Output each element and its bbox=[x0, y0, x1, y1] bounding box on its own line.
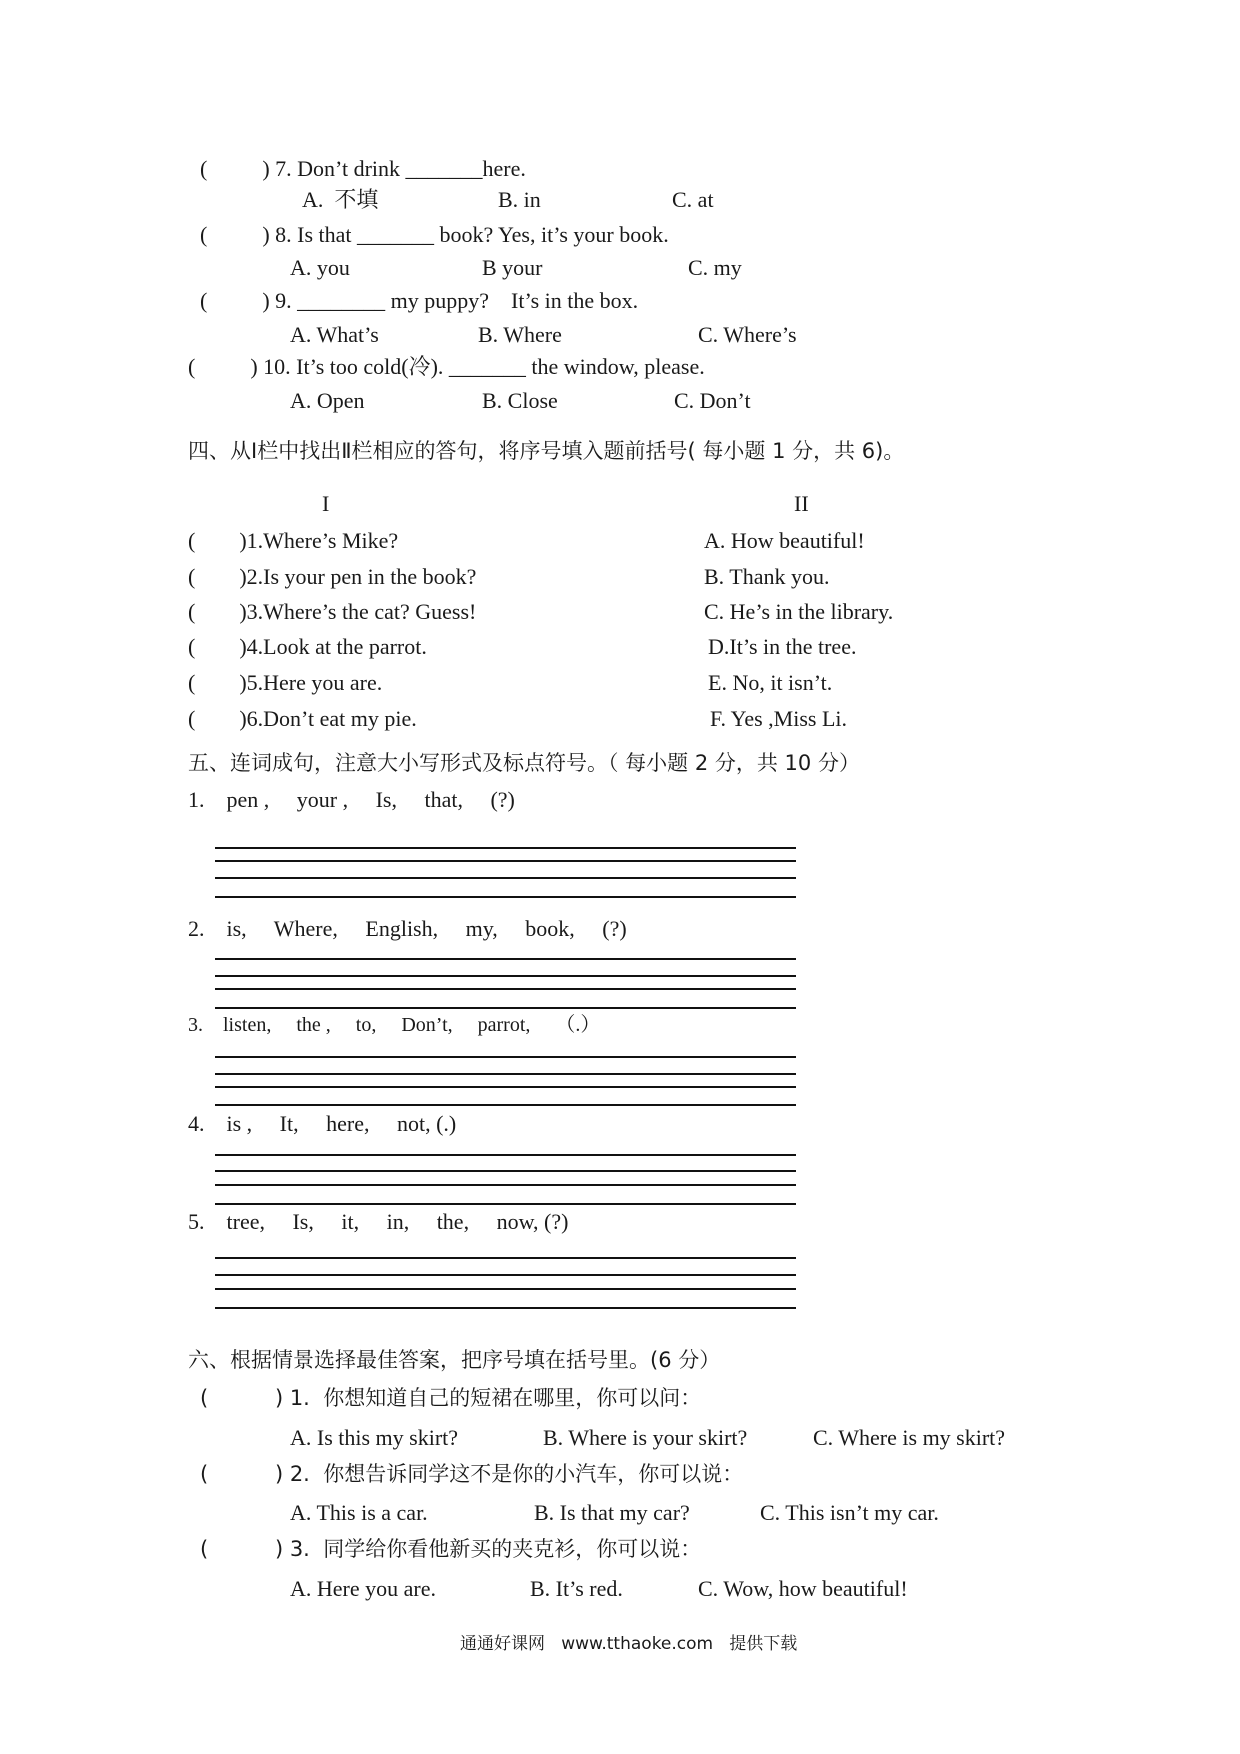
option-9a: A. What’s bbox=[290, 322, 379, 347]
column-2-header: II bbox=[794, 491, 809, 516]
column-1-header: I bbox=[322, 491, 330, 516]
option-8b: B your bbox=[482, 255, 543, 280]
scenario-2: ( ) 2. 你想告诉同学这不是你的小汽车，你可以说： bbox=[200, 1462, 744, 1486]
writing-line bbox=[215, 1274, 796, 1276]
writing-line bbox=[215, 975, 796, 977]
option-8a: A. you bbox=[290, 255, 350, 280]
writing-line bbox=[215, 958, 796, 960]
scenario-2-option-c: C. This isn’t my car. bbox=[760, 1500, 939, 1525]
scenario-1-option-b: B. Where is your skirt? bbox=[543, 1425, 748, 1450]
question-9: ( ) 9. ________ my puppy? It’s in the box. bbox=[200, 288, 639, 313]
writing-line bbox=[215, 847, 796, 849]
option-7a: A. 不填 bbox=[302, 187, 379, 212]
scenario-3-option-b: B. It’s red. bbox=[530, 1576, 623, 1601]
option-9c: C. Where’s bbox=[698, 322, 797, 347]
writing-line bbox=[215, 1104, 796, 1106]
match-right-e: E. No, it isn’t. bbox=[708, 670, 833, 695]
scenario-3: ( ) 3. 同学给你看他新买的夹克衫，你可以说： bbox=[200, 1537, 702, 1561]
sentence-item-2: 2. is, Where, English, my, book, (?) bbox=[188, 916, 627, 941]
writing-line bbox=[215, 896, 796, 898]
scenario-3-option-c: C. Wow, how beautiful! bbox=[698, 1576, 908, 1601]
writing-line bbox=[215, 1203, 796, 1205]
scenario-3-option-a: A. Here you are. bbox=[290, 1576, 436, 1601]
section5-heading: 五、连词成句，注意大小写形式及标点符号。（ 每小题 2 分，共 10 分） bbox=[188, 751, 860, 775]
writing-line bbox=[215, 860, 796, 862]
writing-line bbox=[215, 1154, 796, 1156]
writing-line bbox=[215, 1257, 796, 1259]
writing-line bbox=[215, 1073, 796, 1075]
writing-line bbox=[215, 1307, 796, 1309]
match-left-5: ( )5.Here you are. bbox=[188, 670, 383, 695]
sentence-item-5: 5. tree, Is, it, in, the, now, (?) bbox=[188, 1209, 569, 1234]
writing-line bbox=[215, 1086, 796, 1088]
section4-heading: 四、从Ⅰ栏中找出Ⅱ栏相应的答句，将序号填入题前括号( 每小题 1 分，共 6)。 bbox=[188, 439, 905, 463]
writing-line bbox=[215, 1288, 796, 1290]
scenario-2-option-a: A. This is a car. bbox=[290, 1500, 428, 1525]
question-10: ( ) 10. It’s too cold(冷). _______ the window, please. bbox=[188, 354, 705, 379]
option-8c: C. my bbox=[688, 255, 742, 280]
sentence-item-4: 4. is , It, here, not, (.) bbox=[188, 1111, 457, 1136]
match-left-3: ( )3.Where’s the cat? Guess! bbox=[188, 599, 477, 624]
scenario-1-option-c: C. Where is my skirt? bbox=[813, 1425, 1006, 1450]
match-left-6: ( )6.Don’t eat my pie. bbox=[188, 706, 417, 731]
question-7: ( ) 7. Don’t drink _______here. bbox=[200, 156, 526, 181]
option-9b: B. Where bbox=[478, 322, 562, 347]
scenario-1: ( ) 1. 你想知道自己的短裙在哪里，你可以问： bbox=[200, 1386, 702, 1410]
section6-heading: 六、根据情景选择最佳答案，把序号填在括号里。(6 分） bbox=[188, 1348, 721, 1372]
writing-line bbox=[215, 1184, 796, 1186]
match-left-1: ( )1.Where’s Mike? bbox=[188, 528, 399, 553]
writing-line bbox=[215, 988, 796, 990]
option-10b: B. Close bbox=[482, 388, 558, 413]
option-10a: A. Open bbox=[290, 388, 365, 413]
option-7c: C. at bbox=[672, 187, 714, 212]
scenario-2-option-b: B. Is that my car? bbox=[534, 1500, 690, 1525]
option-7b: B. in bbox=[498, 187, 541, 212]
match-right-c: C. He’s in the library. bbox=[704, 599, 894, 624]
writing-line bbox=[215, 877, 796, 879]
option-10c: C. Don’t bbox=[674, 388, 751, 413]
match-right-b: B. Thank you. bbox=[704, 564, 830, 589]
match-left-4: ( )4.Look at the parrot. bbox=[188, 634, 427, 659]
writing-line bbox=[215, 1056, 796, 1058]
match-right-a: A. How beautiful! bbox=[704, 528, 865, 553]
sentence-item-1: 1. pen , your , Is, that, (?) bbox=[188, 787, 515, 812]
match-right-d: D.It’s in the tree. bbox=[708, 634, 857, 659]
writing-line bbox=[215, 1170, 796, 1172]
question-8: ( ) 8. Is that _______ book? Yes, it’s your book. bbox=[200, 222, 669, 247]
sentence-item-3: 3. listen, the , to, Don’t, parrot, （.） bbox=[188, 1014, 601, 1036]
match-left-2: ( )2.Is your pen in the book? bbox=[188, 564, 477, 589]
scenario-1-option-a: A. Is this my skirt? bbox=[290, 1425, 459, 1450]
page-footer: 通通好课网 www.tthaoke.com 提供下载 bbox=[460, 1634, 798, 1654]
match-right-f: F. Yes ,Miss Li. bbox=[710, 706, 848, 731]
writing-line bbox=[215, 1007, 796, 1009]
